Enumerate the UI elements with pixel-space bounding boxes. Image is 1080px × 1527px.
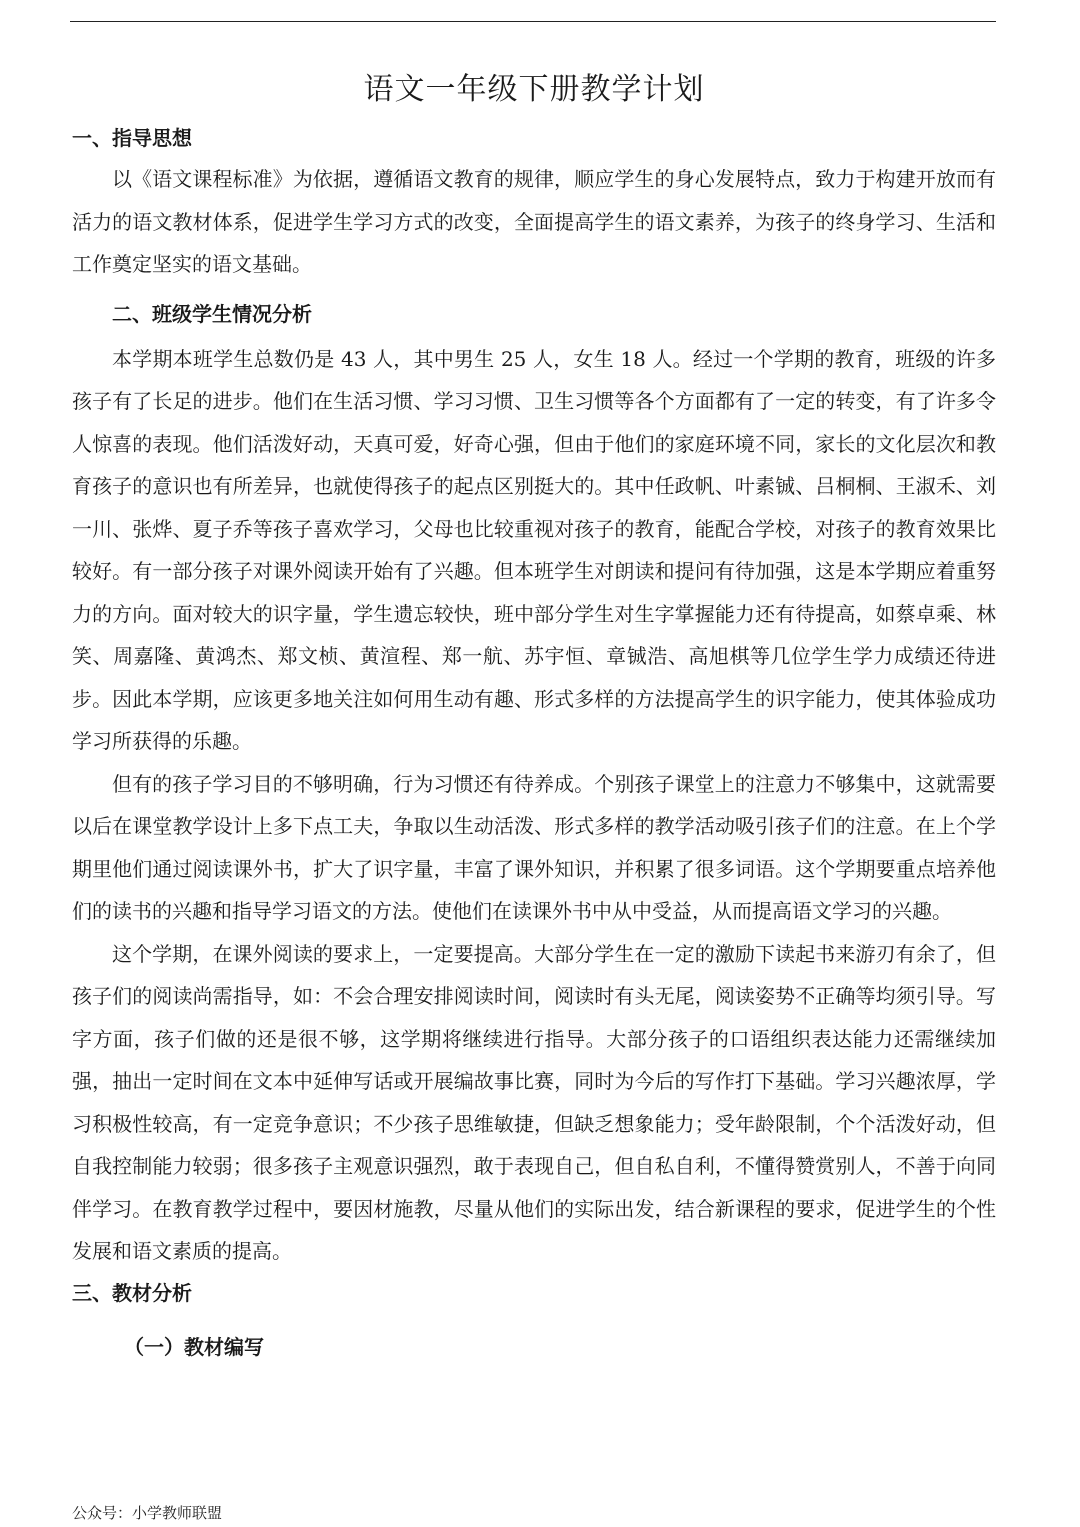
section-heading-class-analysis: 二、班级学生情况分析 xyxy=(112,301,312,326)
subheading-textbook-writing: （一）教材编写 xyxy=(124,1334,264,1359)
section-heading-guiding-ideology: 一、指导思想 xyxy=(72,126,192,150)
footer-wechat-account: 公众号：小学教师联盟 xyxy=(72,1504,223,1522)
document-body xyxy=(72,62,996,1375)
document-title: 语文一年级下册教学计划 xyxy=(363,72,705,107)
section-heading-textbook-analysis: 三、教材分析 xyxy=(72,1280,192,1305)
paragraph-class-analysis-2: 但有的孩子学习目的不够明确，行为习惯还有待养成。个别孩子课堂上的注意力不够集中，这就需要以后在课堂教学设计上多下点工夫，争取以生动活泼、形式多样的教学活动吸引孩子们的注意。在上个学期里他们通过阅读课外书，扩大了识字量，丰富了课外知识，并积累了很多词语。这个学期要重点培养他们的读书的兴趣和指导学习语文的方法。使他们在读课外书中从中受益，从而提高语文学习的兴趣。 xyxy=(72,771,996,923)
header-rule xyxy=(70,21,996,22)
paragraph-class-analysis-3: 这个学期，在课外阅读的要求上，一定要提高。大部分学生在一定的激励下读起书来游刃有余了，但孩子们的阅读尚需指导，如：不会合理安排阅读时间，阅读时有头无尾，阅读姿势不正确等均须引导。写字方面，孩子们做的还是很不够，这学期将继续进行指导。大部分孩子的口语组织表达能力还需继续加强，抽出一定时间在文本中延伸写话或开展编故事比赛，同时为今后的写作打下基础。学习兴趣浓厚，学习积极性较高，有一定竞争意识；不少孩子思维敏捷，但缺乏想象能力；受年龄限制，个个活泼好动，但自我控制能力较弱；很多孩子主观意识强烈，敢于表现自己，但自私自利，不懂得赞赏别人，不善于向同伴学习。在教育教学过程中，要因材施教，尽量从他们的实际出发，结合新课程的要求，促进学生的个性发展和语文素质的提高。 xyxy=(72,941,996,1263)
paragraph-guiding-ideology: 以《语文课程标准》为依据，遵循语文教育的规律，顺应学生的身心发展特点，致力于构建开放而有活力的语文教材体系，促进学生学习方式的改变，全面提高学生的语文素养，为孩子的终身学习、生活和工作奠定坚实的语文基础。 xyxy=(72,167,996,276)
paragraph-class-analysis-1: 本学期本班学生总数仍是 43 人，其中男生 25 人，女生 18 人。经过一个学期的教育，班级的许多孩子有了长足的进步。他们在生活习惯、学习习惯、卫生习惯等各个方面都有了一定的转变，有了许多令人惊喜的表现。他们活泼好动，天真可爱，好奇心强，但由于他们的家庭环境不同，家长的文化层次和教育孩子的意识也有所差异，也就使得孩子的起点区别挺大的。其中任政帆、叶素铖、吕桐桐、王淑禾、刘一川、张烨、夏子乔等孩子喜欢学习，父母也比较重视对孩子的教育，能配合学校，对孩子的教育效果比较好。有一部分孩子对课外阅读开始有了兴趣。但本班学生对朗读和提问有待加强，这是本学期应着重努力的方向。面对较大的识字量，学生遗忘较快，班中部分学生对生字掌握能力还有待提高，如蔡卓乘、林笑、周嘉隆、黄鸿杰、郑文桢、黄渲程、郑一航、苏宇恒、章铖浩、高旭棋等几位学生学力成绩还待进步。因此本学期，应该更多地关注如何用生动有趣、形式多样的方法提高学生的识字能力，使其体验成功学习所获得的乐趣。 xyxy=(72,346,996,753)
